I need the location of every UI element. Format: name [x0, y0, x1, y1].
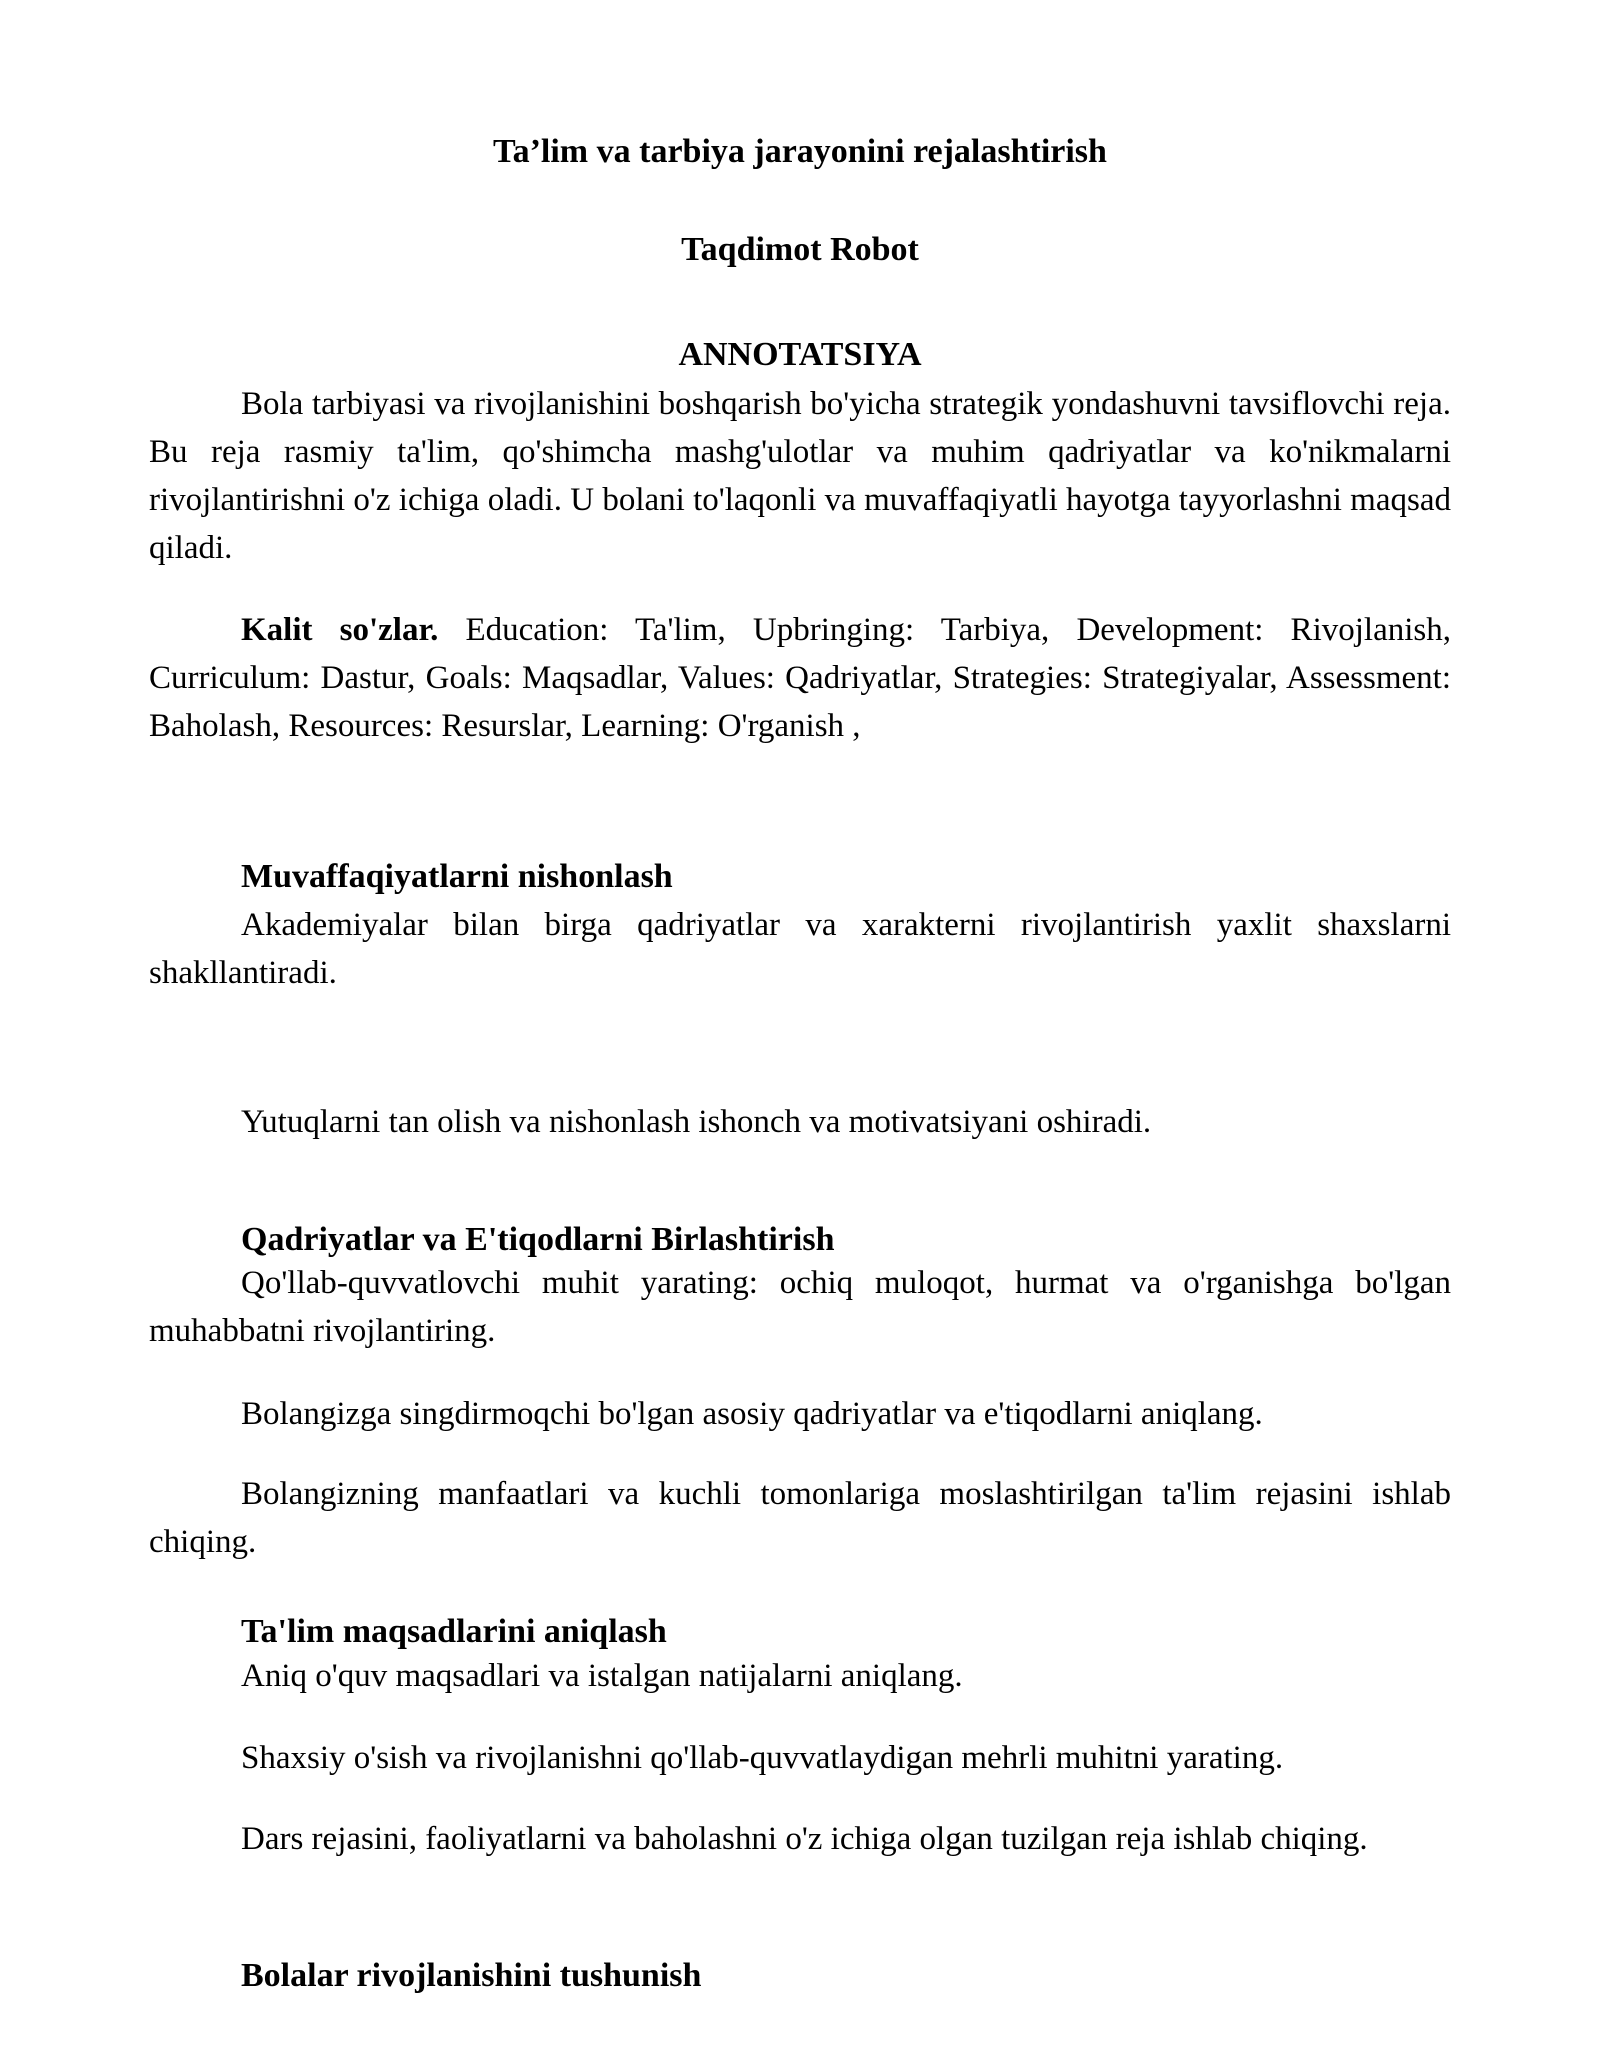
section-heading: Muvaffaqiyatlarni nishonlash	[241, 858, 673, 895]
document-page	[149, 0, 1451, 2070]
document-title: Ta’lim va tarbiya jarayonini rejalashtirish	[493, 133, 1107, 170]
section-heading: Bolalar rivojlanishini tushunish	[241, 1957, 702, 1994]
section-paragraph: Dars rejasini, faoliyatlarni va baholashni o'z ichiga olgan tuzilgan reja ishlab chiqing.	[241, 1821, 1368, 1857]
section-heading: Qadriyatlar va E'tiqodlarni Birlashtirish	[241, 1221, 835, 1258]
keywords-paragraph	[149, 606, 1451, 750]
annotation-heading: ANNOTATSIYA	[678, 336, 922, 373]
section-paragraph: Aniq o'quv maqsadlari va istalgan natijalarni aniqlang.	[241, 1658, 963, 1694]
section-paragraph: Bolangizning manfaatlari va kuchli tomonlariga moslashtirilgan ta'lim rejasini ishlab chiqing.	[149, 1476, 1451, 1560]
section-paragraph: Qo'llab-quvvatlovchi muhit yarating: ochiq muloqot, hurmat va o'rganishga bo'lgan muhabbatni rivojlantiring.	[149, 1265, 1451, 1349]
section-paragraph: Akademiyalar bilan birga qadriyatlar va xarakterni rivojlantirish yaxlit shaxslarni shakllantiradi.	[149, 907, 1451, 991]
section-paragraph: Yutuqlarni tan olish va nishonlash ishonch va motivatsiyani oshiradi.	[241, 1104, 1152, 1140]
keywords-label: Kalit so'zlar.	[241, 612, 439, 648]
section-heading: Ta'lim maqsadlarini aniqlash	[241, 1613, 667, 1650]
section-paragraph: Shaxsiy o'sish va rivojlanishni qo'llab-quvvatlaydigan mehrli muhitni yarating.	[241, 1740, 1284, 1776]
annotation-paragraph: Bola tarbiyasi va rivojlanishini boshqarish bo'yicha strategik yondashuvni tavsiflovchi reja. Bu reja rasmiy ta'lim, qo'shimcha mashg'ulotlar va muhim qadriyatlar va ko'nikmalarni rivojlantirishni o'z ichiga oladi. U bolani to'laqonli va muvaffaqiyatli hayotga tayyorlashni maqsad qiladi.	[149, 386, 1451, 566]
section-paragraph: Bolangizga singdirmoqchi bo'lgan asosiy qadriyatlar va e'tiqodlarni aniqlang.	[241, 1396, 1263, 1432]
document-author: Taqdimot Robot	[681, 231, 919, 268]
keywords-text: Education: Ta'lim, Upbringing: Tarbiya, Development: Rivojlanish, Curriculum: Dastur, Goals: Maqsadlar, Values: Qadriyatlar, Strategies: Strategiyalar, Assessment: Baholash, Resources: Resurslar, Learning: O'rganish ,	[149, 612, 1451, 744]
